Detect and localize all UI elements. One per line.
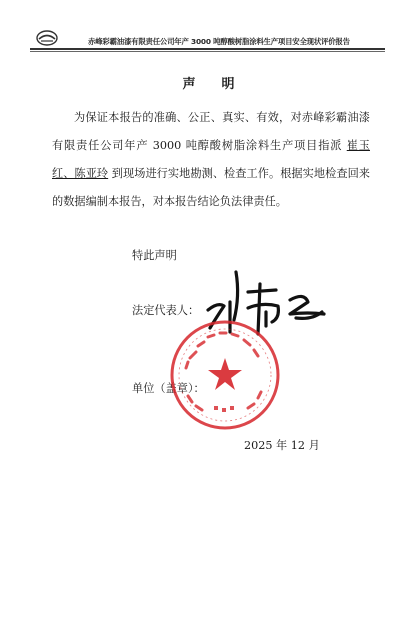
- page-header: [30, 26, 385, 52]
- paragraph-prefix: 为保证本报告的准确、公正、真实、有效，对赤峰彩霸油漆有限责任公司年产 3000 吨醇酸树脂涂料生产项目指派: [52, 111, 370, 152]
- company-seal-icon: [168, 318, 282, 432]
- special-statement: 特此声明: [132, 249, 177, 262]
- header-title: 赤峰彩霸油漆有限责任公司年产 3000 吨醇酸树脂涂料生产项目安全现状评价报告: [88, 37, 350, 46]
- declaration-paragraph: [52, 104, 370, 216]
- header-divider: [30, 48, 385, 50]
- header-divider-thin: [30, 51, 385, 52]
- declaration-title: 声明: [182, 77, 261, 92]
- company-logo-icon: [36, 30, 58, 46]
- unit-seal-label: 单位（盖章）：: [132, 382, 205, 395]
- assigned-staff: 崔玉红、陈亚玲: [52, 139, 370, 180]
- paragraph-suffix: 到现场进行实地勘测、检查工作。根据实地检查回来的数据编制本报告，对本报告结论负法律责任。: [52, 167, 370, 208]
- declaration-date: 2025 年 12 月: [244, 439, 320, 452]
- legal-representative-label: 法定代表人：: [132, 304, 200, 317]
